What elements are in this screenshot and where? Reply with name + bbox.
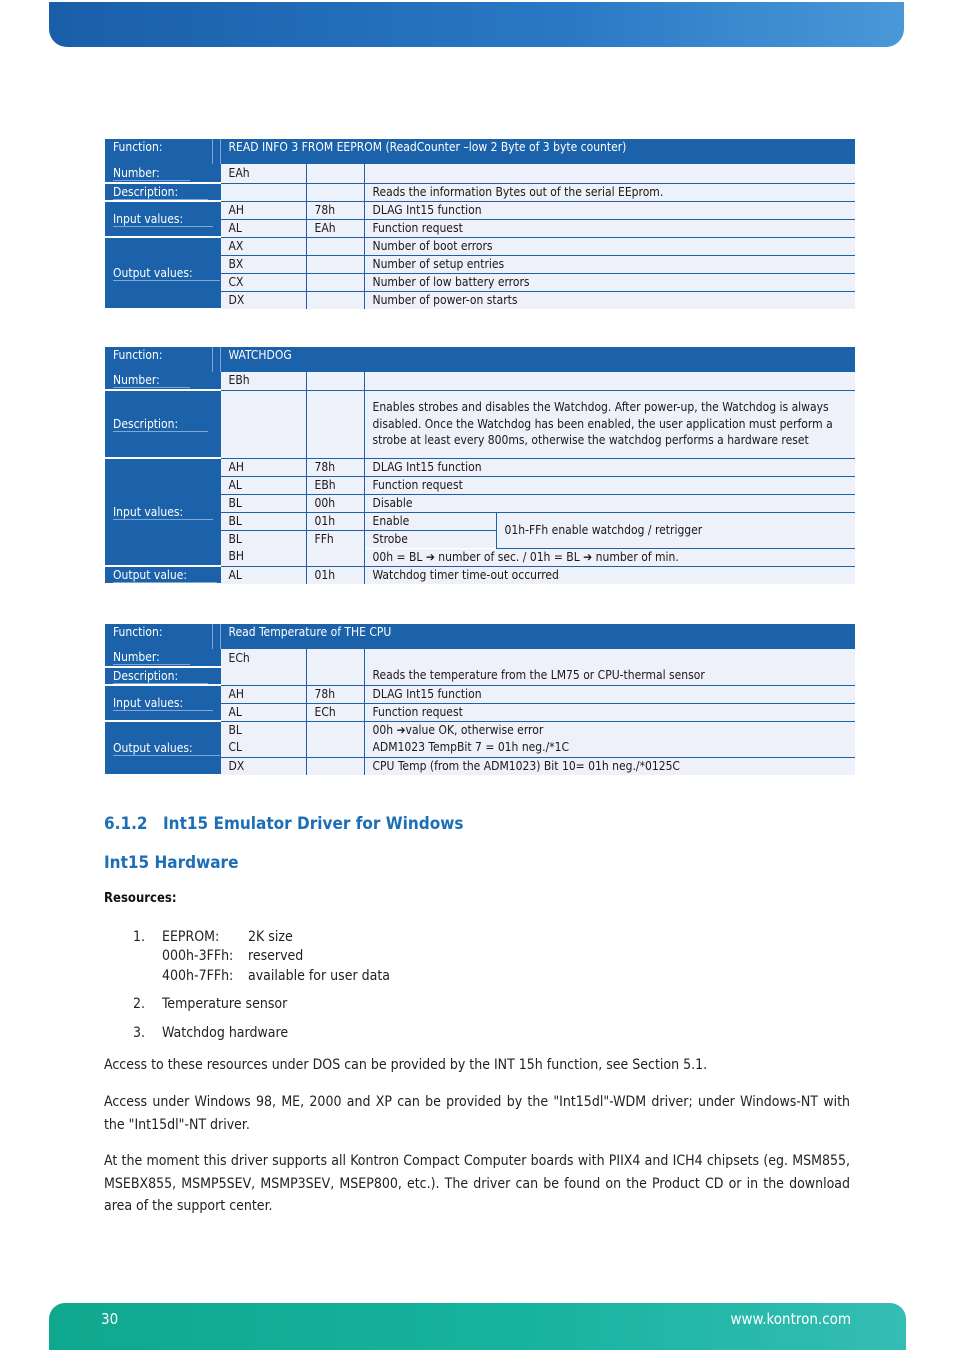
subsection-heading: Int15 Hardware: [104, 853, 239, 873]
desc-cell: Strobe: [364, 530, 496, 548]
value-cell: [306, 757, 364, 775]
description-label: Description:: [105, 183, 220, 201]
value-cell: [306, 237, 364, 255]
description-text: Reads the temperature from the LM75 or CPU-thermal sensor: [364, 667, 855, 685]
description-text: Reads the information Bytes out of the serial EEprom.: [364, 183, 855, 201]
paragraph: Access to these resources under DOS can be provided by the INT 15h function, see Section 5.1.: [104, 1057, 708, 1073]
list-number: 2.: [133, 996, 146, 1012]
desc-cell: Number of power-on starts: [364, 291, 855, 309]
number-label: Number:: [105, 649, 220, 667]
output-values-label: Output values:: [105, 721, 220, 775]
value-cell: ECh: [306, 703, 364, 721]
value-cell: EAh: [306, 219, 364, 237]
register-cell: BH: [220, 548, 306, 566]
paragraph: At the moment this driver supports all Kontron Compact Computer boards with PIIX4 and ICH4 chipsets (eg. MSM855, MSEBX855, MSMP5SEV, MSMP3SEV, MSEP800, etc.). The driver can be found on the Product CD or in the download area of the support center.: [104, 1153, 850, 1214]
value-cell: FFh: [306, 530, 364, 548]
website-link[interactable]: www.kontron.com: [730, 1310, 851, 1328]
desc-cell: DLAG Int15 function: [364, 458, 855, 476]
enable-note-cell: 01h-FFh enable watchdog / retrigger: [496, 512, 855, 548]
list-key: 000h-3FFh:: [162, 948, 234, 964]
number-label: Number:: [105, 164, 220, 183]
desc-cell: Function request: [364, 703, 855, 721]
value-cell: 78h: [306, 685, 364, 703]
description-text: Enables strobes and disables the Watchdog. After power-up, the Watchdog is always disabled. Once the Watchdog has been enabled, the user application must perform a strobe at least every 800ms, otherwise the watchdog performs a hardware reset: [364, 390, 855, 458]
value-cell: 01h: [306, 512, 364, 530]
desc-cell: Number of low battery errors: [364, 273, 855, 291]
register-cell: CL: [220, 739, 306, 757]
desc-cell: DLAG Int15 function: [364, 685, 855, 703]
desc-cell: 00h ➔value OK, otherwise error: [364, 721, 855, 739]
number-label: Number:: [105, 372, 220, 390]
register-cell: AL: [220, 219, 306, 237]
list-number: 1.: [133, 929, 146, 945]
number-value: EAh: [220, 164, 306, 183]
value-cell: [306, 291, 364, 309]
desc-cell: Function request: [364, 219, 855, 237]
desc-cell: ADM1023 TempBit 7 = 01h neg./*1C: [364, 739, 855, 757]
function-label: Function:: [105, 139, 212, 164]
footer-bar: [49, 1303, 906, 1350]
register-cell: CX: [220, 273, 306, 291]
list-item: Watchdog hardware: [162, 1025, 289, 1041]
desc-cell: DLAG Int15 function: [364, 201, 855, 219]
register-cell: BL: [220, 494, 306, 512]
desc-cell: CPU Temp (from the ADM1023) Bit 10= 01h neg./*0125C: [364, 757, 855, 775]
register-cell: AH: [220, 201, 306, 219]
number-value: ECh: [220, 649, 306, 667]
register-cell: DX: [220, 291, 306, 309]
register-cell: DX: [220, 757, 306, 775]
register-cell: BL: [220, 530, 306, 548]
register-cell: AH: [220, 685, 306, 703]
function-name: READ INFO 3 FROM EEPROM (ReadCounter –low 2 Byte of 3 byte counter): [220, 139, 855, 164]
register-cell: AL: [220, 703, 306, 721]
function-label: Function:: [105, 624, 212, 649]
value-cell: [306, 255, 364, 273]
page-number: 30: [101, 1310, 119, 1328]
register-cell: BL: [220, 721, 306, 739]
register-cell: BL: [220, 512, 306, 530]
paragraph: Access under Windows 98, ME, 2000 and XP can be provided by the "Int15dl"-WDM driver; under Windows-NT with the "Int15dl"-NT driver.: [104, 1094, 850, 1133]
value-cell: [306, 739, 364, 757]
function-label: Function:: [105, 347, 212, 372]
section-heading: 6.1.2 Int15 Emulator Driver for Windows: [104, 814, 464, 834]
number-value: EBh: [220, 372, 306, 390]
value-cell: 78h: [306, 201, 364, 219]
watchdog-function-table: [105, 347, 855, 585]
output-values-label: Output values:: [105, 237, 220, 309]
input-values-label: Input values:: [105, 201, 220, 237]
desc-cell: Watchdog timer time-out occurred: [364, 566, 855, 584]
register-cell: AL: [220, 476, 306, 494]
desc-cell: 00h = BL ➔ number of sec. / 01h = BL ➔ number of min.: [364, 548, 855, 566]
list-value: 2K size: [248, 929, 293, 945]
temperature-function-table: [105, 624, 855, 776]
register-cell: AL: [220, 566, 306, 584]
desc-cell: Enable: [364, 512, 496, 530]
list-key: EEPROM:: [162, 929, 220, 945]
desc-cell: Number of boot errors: [364, 237, 855, 255]
register-cell: AH: [220, 458, 306, 476]
desc-cell: Function request: [364, 476, 855, 494]
register-cell: BX: [220, 255, 306, 273]
output-value-label: Output value:: [105, 566, 220, 584]
value-cell: [306, 548, 364, 566]
list-number: 3.: [133, 1025, 146, 1041]
value-cell: [306, 273, 364, 291]
list-value: reserved: [248, 948, 304, 964]
value-cell: 01h: [306, 566, 364, 584]
value-cell: 00h: [306, 494, 364, 512]
description-label: Description:: [105, 667, 220, 685]
function-name: WATCHDOG: [220, 347, 855, 372]
list-key: 400h-7FFh:: [162, 968, 234, 984]
resources-label: Resources:: [104, 891, 177, 906]
list-item: Temperature sensor: [162, 996, 288, 1012]
input-values-label: Input values:: [105, 458, 220, 566]
list-value: available for user data: [248, 968, 391, 984]
desc-cell: Disable: [364, 494, 855, 512]
header-bar: [49, 2, 904, 47]
input-values-label: Input values:: [105, 685, 220, 721]
description-label: Description:: [105, 390, 220, 458]
desc-cell: Number of setup entries: [364, 255, 855, 273]
value-cell: EBh: [306, 476, 364, 494]
eeprom-function-table: [105, 139, 855, 310]
function-name: Read Temperature of THE CPU: [220, 624, 855, 649]
value-cell: [306, 721, 364, 739]
value-cell: 78h: [306, 458, 364, 476]
register-cell: AX: [220, 237, 306, 255]
